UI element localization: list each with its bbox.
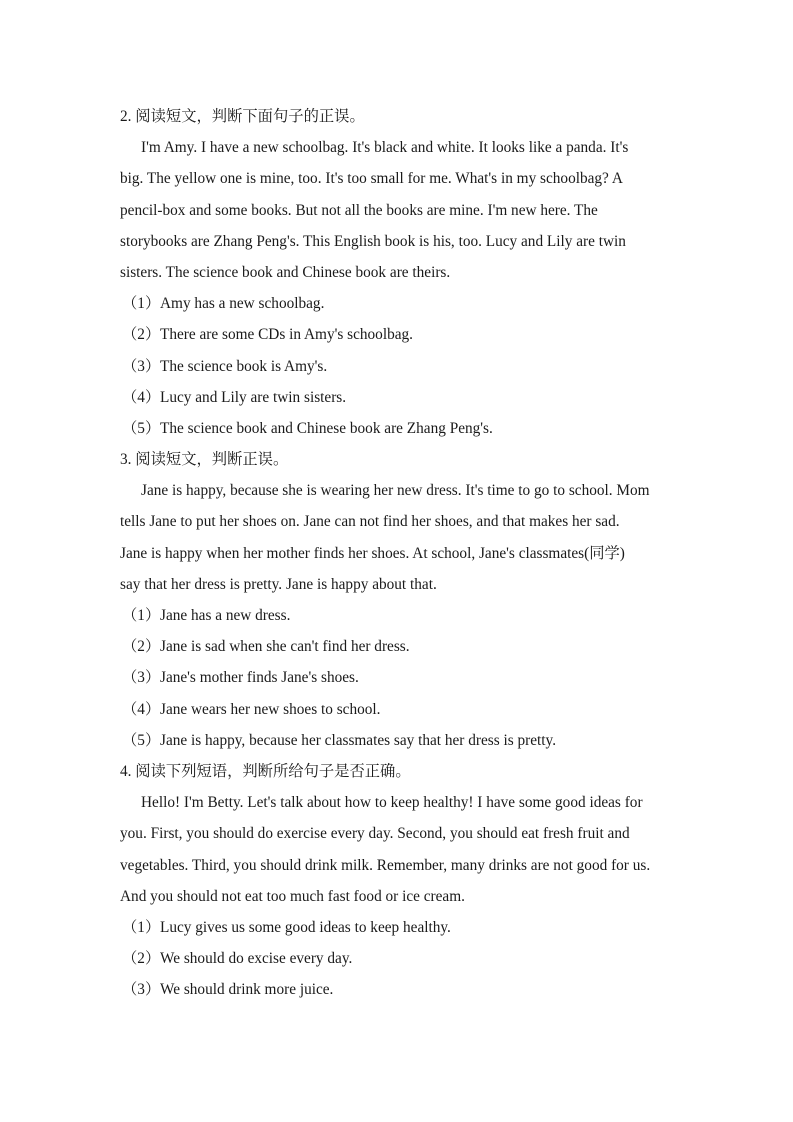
passage-line: I'm Amy. I have a new schoolbag. It's black and white. It looks like a panda. It's <box>141 139 629 157</box>
statement-item <box>120 943 680 974</box>
statement-text: Jane is sad when she can't find her dress. <box>160 638 410 656</box>
question-title: 4. 阅读下列短语，判断所给句子是否正确。 <box>120 762 411 780</box>
statement-number: （3） <box>122 981 161 999</box>
statement-item <box>120 413 680 444</box>
question-2 <box>120 101 680 444</box>
statement-text: Jane wears her new shoes to school. <box>160 700 381 718</box>
statement-number: （2） <box>122 950 161 968</box>
statement-text: There are some CDs in Amy's schoolbag. <box>160 326 413 344</box>
statement-text: Lucy and Lily are twin sisters. <box>160 388 347 406</box>
statement-item <box>120 694 680 725</box>
statement-number: （5） <box>122 731 161 749</box>
statement-number: （5） <box>122 419 161 437</box>
passage <box>120 787 680 912</box>
statement-item <box>120 319 680 350</box>
passage-line: big. The yellow one is mine, too. It's too small for me. What's in my schoolbag? A <box>120 170 623 188</box>
passage-line: Jane is happy, because she is wearing her new dress. It's time to go to school. Mom <box>141 482 650 500</box>
statement-text: The science book and Chinese book are Zhang Peng's. <box>160 419 493 437</box>
passage-line: you. First, you should do exercise every day. Second, you should eat fresh fruit and <box>120 825 630 843</box>
statement-item <box>120 662 680 693</box>
statement-text: Jane is happy, because her classmates say that her dress is pretty. <box>160 731 557 749</box>
statement-item <box>120 974 680 1005</box>
statement-item <box>120 725 680 756</box>
statement-item <box>120 288 680 319</box>
statement-text: Jane has a new dress. <box>160 607 291 624</box>
question-4 <box>120 756 680 1006</box>
statement-item <box>120 351 680 382</box>
statement-text: Lucy gives us some good ideas to keep healthy. <box>160 918 451 936</box>
statement-number: （3） <box>122 669 161 687</box>
question-title: 2. 阅读短文，判断下面句子的正误。 <box>120 108 365 125</box>
statement-item <box>120 600 680 631</box>
document-page <box>120 101 680 1005</box>
statement-number: （2） <box>122 326 161 344</box>
statement-item <box>120 382 680 413</box>
question-title: 3. 阅读短文，判断正误。 <box>120 451 289 469</box>
passage-line: pencil-box and some books. But not all the books are mine. I'm new here. The <box>120 201 598 219</box>
statement-number: （2） <box>122 638 161 656</box>
statement-number: （4） <box>122 388 161 406</box>
passage-line: tells Jane to put her shoes on. Jane can not find her shoes, and that makes her sad. <box>120 513 620 531</box>
passage-line: Jane is happy when her mother finds her shoes. At school, Jane's classmates(同学) <box>120 544 625 562</box>
statement-text: The science book is Amy's. <box>160 357 328 375</box>
statement-number: （1） <box>122 918 161 936</box>
passage-line: storybooks are Zhang Peng's. This English book is his, too. Lucy and Lily are twin <box>120 232 626 250</box>
passage-line: say that her dress is pretty. Jane is happy about that. <box>120 575 437 593</box>
statement-text: We should do excise every day. <box>160 950 353 968</box>
passage-line: sisters. The science book and Chinese book are theirs. <box>120 263 451 281</box>
question-3 <box>120 444 680 756</box>
statement-number: （1） <box>122 295 161 313</box>
statement-text: Jane's mother finds Jane's shoes. <box>160 669 359 687</box>
passage-line: And you should not eat too much fast food or ice cream. <box>120 887 465 905</box>
passage <box>120 475 680 600</box>
statement-item <box>120 912 680 943</box>
passage-line: vegetables. Third, you should drink milk. Remember, many drinks are not good for us. <box>120 856 651 874</box>
statement-item <box>120 631 680 662</box>
passage-line: Hello! I'm Betty. Let's talk about how to keep healthy! I have some good ideas for <box>141 794 643 812</box>
statement-number: （1） <box>122 607 161 624</box>
statement-text: We should drink more juice. <box>160 981 334 999</box>
statement-number: （4） <box>122 700 161 718</box>
statement-number: （3） <box>122 357 161 375</box>
statement-text: Amy has a new schoolbag. <box>160 295 325 313</box>
passage <box>120 132 680 288</box>
